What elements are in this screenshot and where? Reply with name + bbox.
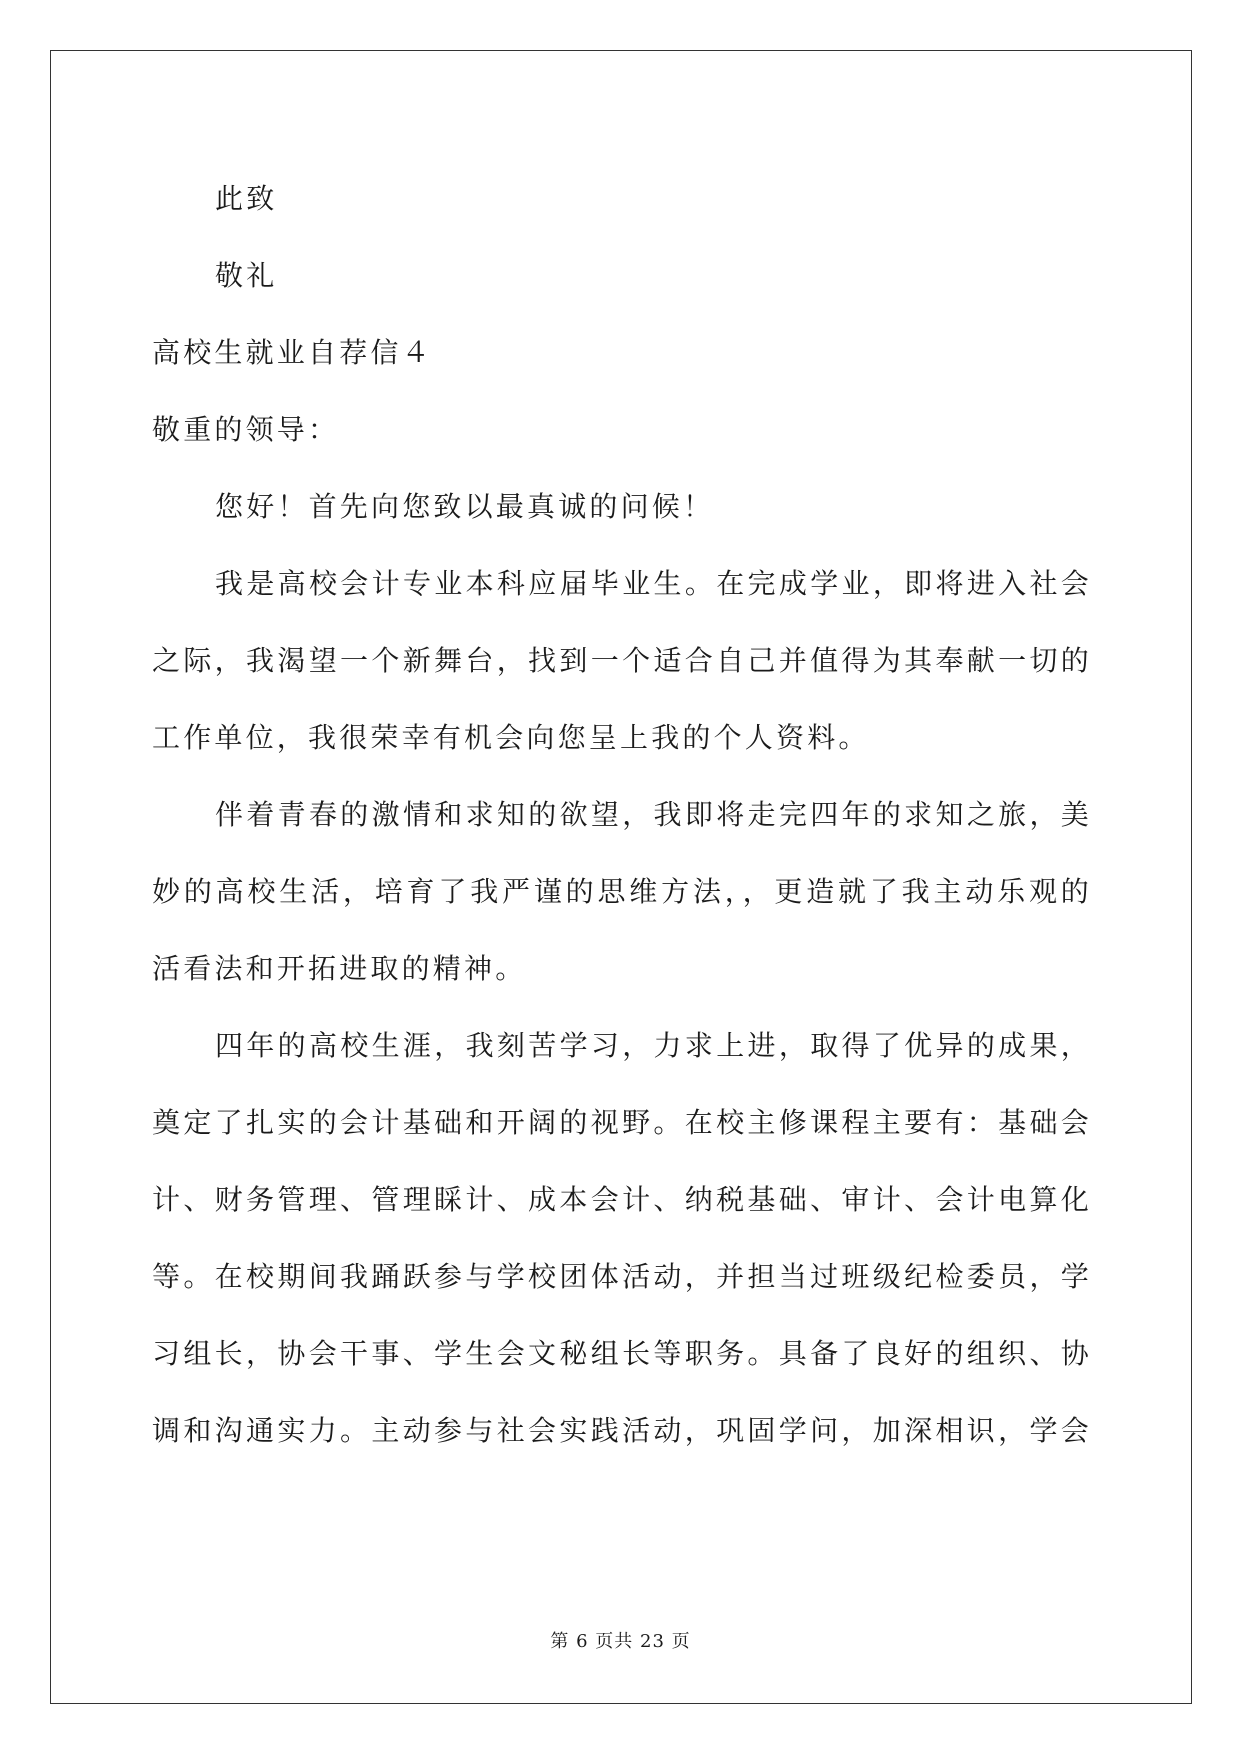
letter-title: 高校生就业自荐信４ <box>152 336 433 369</box>
paragraph-line: 奠定了扎实的会计基础和开阔的视野。在校主修课程主要有：基础会 <box>152 1106 1092 1139</box>
greeting-line: 敬重的领导： <box>152 413 340 446</box>
paragraph-line: 计、财务管理、管理睬计、成本会计、纳税基础、审计、会计电算化 <box>152 1183 1092 1216</box>
page-number: 第 6 页 <box>550 1631 615 1652</box>
paragraph-line: 伴着青春的激情和求知的欲望，我即将走完四年的求知之旅，美 <box>215 798 1092 831</box>
page-total: 共 23 页 <box>614 1631 691 1652</box>
paragraph-line: 您好！首先向您致以最真诚的问候！ <box>215 490 715 523</box>
closing-line: 此致 <box>215 182 278 215</box>
paragraph-line: 工作单位，我很荣幸有机会向您呈上我的个人资料。 <box>152 721 870 754</box>
page-footer <box>0 1630 1241 1654</box>
paragraph-line: 妙的高校生活，培育了我严谨的思维方法，，更造就了我主动乐观的 <box>152 875 1092 908</box>
paragraph-line: 我是高校会计专业本科应届毕业生。在完成学业，即将进入社会 <box>215 567 1092 600</box>
paragraph-line: 之际，我渴望一个新舞台，找到一个适合自己并值得为其奉献一切的 <box>152 644 1092 677</box>
paragraph-line: 调和沟通实力。主动参与社会实践活动，巩固学问，加深相识，学会 <box>152 1414 1092 1447</box>
paragraph-line: 习组长，协会干事、学生会文秘组长等职务。具备了良好的组织、协 <box>152 1337 1092 1370</box>
document-body <box>152 160 1092 1469</box>
paragraph-line: 四年的高校生涯，我刻苦学习，力求上进，取得了优异的成果， <box>215 1029 1092 1062</box>
paragraph-line: 等。在校期间我踊跃参与学校团体活动，并担当过班级纪检委员，学 <box>152 1260 1092 1293</box>
salutation-line: 敬礼 <box>215 259 278 292</box>
paragraph-line: 活看法和开拓进取的精神。 <box>152 952 527 985</box>
